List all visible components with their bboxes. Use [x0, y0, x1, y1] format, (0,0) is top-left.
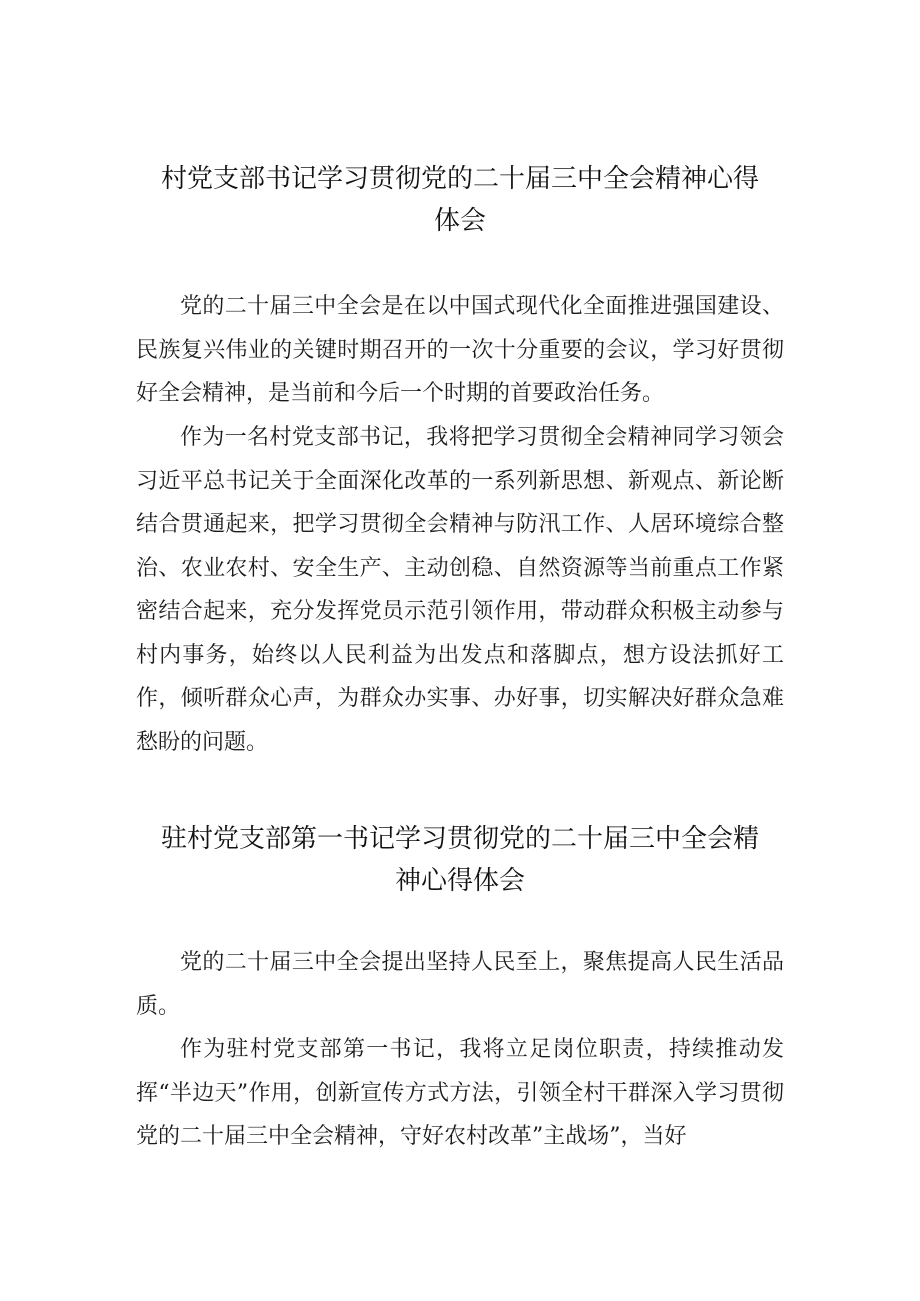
section-1-title-line-2: 体会 — [433, 206, 486, 236]
section-1-paragraph-1: 党的二十届三中全会是在以中国式现代化全面推进强国建设、民族复兴伟业的关键时期召开的一次十分重要的会议，学习好贯彻好全会精神，是当前和今后一个时期的首要政治任务。 — [136, 294, 784, 406]
section-1-paragraph-2: 作为一名村党支部书记，我将把学习贯彻全会精神同学习领会习近平总书记关于全面深化改革的一系列新思想、新观点、新论断结合贯通起来，把学习贯彻全会精神与防汛工作、人居环境综合整治、农业农村、安全生产、主动创稳、自然资源等当前重点工作紧密结合起来，充分发挥党员示范引领作用，带动群众积极主动参与村内事务，始终以人民利益为出发点和落脚点，想方设法抓好工作，倾听群众心声，为群众办实事、办好事，切实解决好群众急难愁盼的问题。 — [136, 425, 784, 755]
section-2-title-line-1: 驻村党支部第一书记学习贯彻党的二十届三中全会精 — [160, 824, 759, 854]
section-1-title — [0, 158, 920, 242]
section-2-paragraph-1: 党的二十届三中全会提出坚持人民至上，聚焦提高人民生活品质。 — [136, 950, 784, 1019]
section-1-title-line-1: 村党支部书记学习贯彻党的二十届三中全会精神心得 — [160, 164, 759, 194]
section-2-title — [0, 818, 920, 902]
section-2-paragraph-2: 作为驻村党支部第一书记，我将立足岗位职责，持续推动发挥“半边天”作用，创新宣传方式方法，引领全村干群深入学习贯彻党的二十届三中全会精神，守好农村改革”主战场”，当好 — [136, 1037, 784, 1149]
section-2-title-line-2: 神心得体会 — [394, 866, 525, 896]
